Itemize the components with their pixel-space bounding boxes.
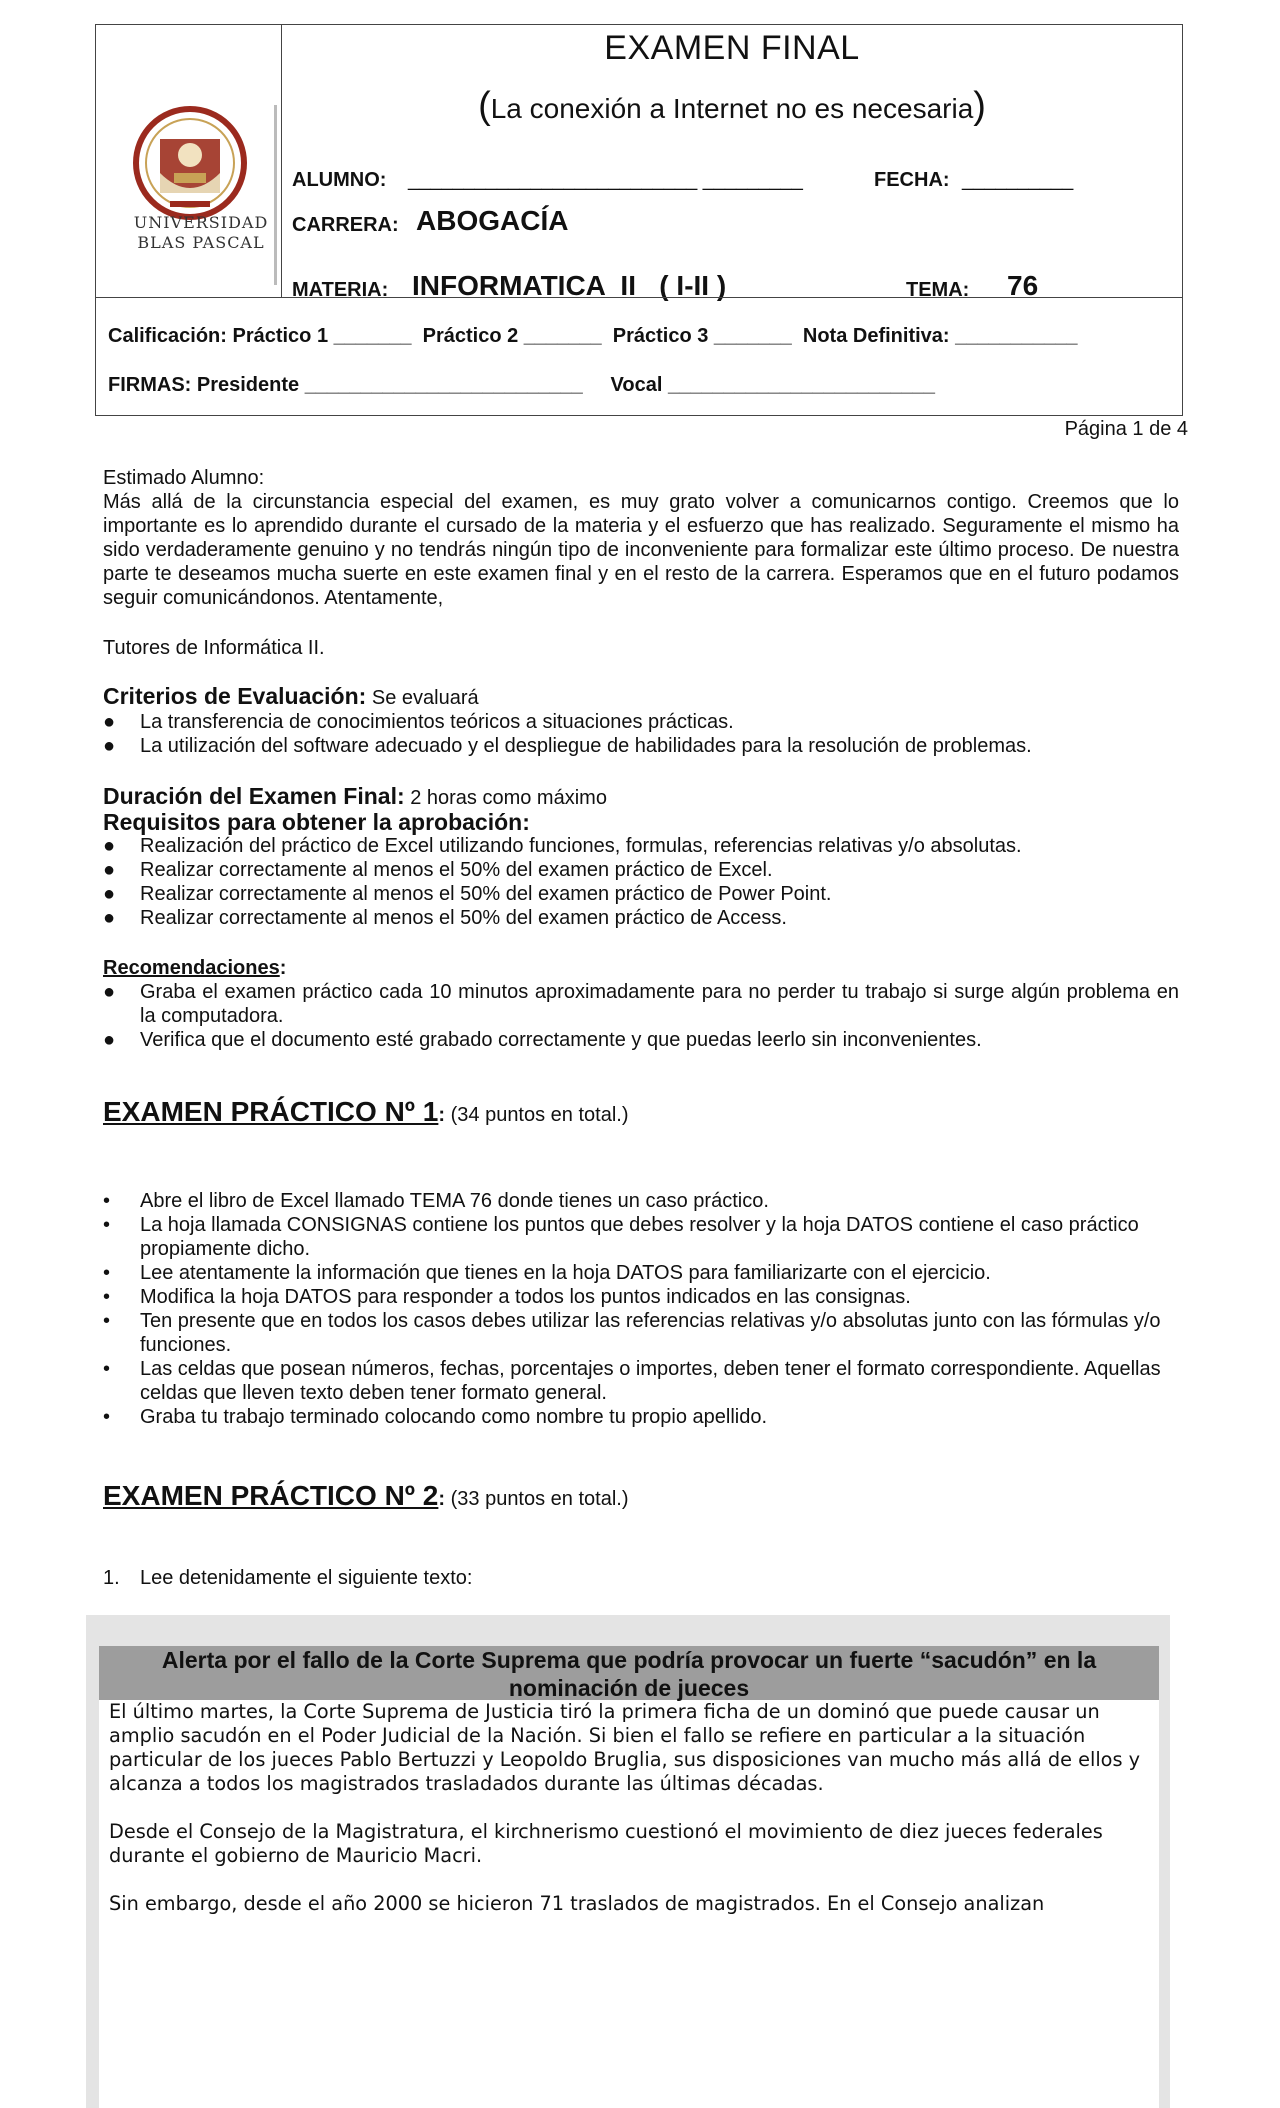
- list-item: ● Realización del práctico de Excel utilizando funciones, formulas, referencias relativas y/o absolutas.: [103, 835, 1022, 857]
- criterios-title: Criterios de Evaluación:: [103, 683, 367, 709]
- list-item: • Modifica la hoja DATOS para responder a todos los puntos indicados en las consignas.: [103, 1286, 911, 1308]
- article-box: [99, 1646, 1159, 2108]
- list-item: • Las celdas que posean números, fechas, porcentajes o importes, deben tener el formato correspondiente. Aquellas celdas que lleven texto deben tener formato general.: [103, 1358, 1161, 1404]
- article-frame: [86, 1615, 1170, 2108]
- header-divider: [96, 297, 1182, 298]
- bullet-icon: ●: [103, 859, 116, 881]
- bullet-icon: •: [103, 1286, 111, 1308]
- duracion-section: [103, 784, 1179, 930]
- list-item: 1. Lee detenidamente el siguiente texto:: [103, 1567, 473, 1589]
- step-number: 1.: [103, 1567, 120, 1589]
- article-headline: Alerta por el fallo de la Corte Suprema que podría provocar un fuerte “sacudón” en la nominación de jueces: [99, 1646, 1159, 1700]
- university-seal-icon: [130, 103, 250, 223]
- calificacion-line: Calificación: Práctico 1 _______ Práctico 2 _______ Práctico 3 _______ Nota Definitiva: ___________: [108, 325, 1078, 347]
- list-item: ● Realizar correctamente al menos el 50% del examen práctico de Excel.: [103, 859, 773, 881]
- practico1-points: (34 puntos en total.): [445, 1104, 629, 1126]
- practico1-heading: EXAMEN PRÁCTICO Nº 1: (34 puntos en total.): [103, 1096, 629, 1127]
- recomendaciones-list: [103, 980, 1179, 1052]
- article-paragraph: El último martes, la Corte Suprema de Justicia tiró la primera ficha de un dominó que puede causar un amplio sacudón en el Poder Judicial de la Nación. Si bien el fallo se refiere en particular a la situación particular de los jueces Pablo Bertuzzi y Leopoldo Bruglia, sus disposiciones van mucho más allá de ellos y alcanza a todos los magistrados trasladados durante las últimas décadas.: [109, 1700, 1141, 1795]
- subtitle-text: La conexión a Internet no es necesaria: [490, 93, 974, 124]
- exam-header-box: [95, 24, 1183, 416]
- alumno-field[interactable]: __________________________ _________: [408, 169, 803, 191]
- article-body: [99, 1700, 1159, 1916]
- materia-label: MATERIA:: [292, 279, 389, 301]
- list-item: • Ten presente que en todos los casos debes utilizar las referencias relativas y/o absolutas junto con las fórmulas y/o funciones.: [103, 1310, 1161, 1356]
- list-item: ● La transferencia de conocimientos teóricos a situaciones prácticas.: [103, 711, 734, 733]
- intro-signature: Tutores de Informática II.: [103, 637, 325, 659]
- intro-section: [103, 466, 1179, 610]
- carrera-label: CARRERA:: [292, 214, 399, 236]
- subtitle-paren-open: (: [478, 85, 491, 127]
- criterios-list: [103, 710, 1179, 758]
- subtitle-paren-close: ): [973, 85, 986, 127]
- list-item: • Graba tu trabajo terminado colocando como nombre tu propio apellido.: [103, 1406, 768, 1428]
- bullet-icon: •: [103, 1310, 111, 1332]
- list-item: ● Realizar correctamente al menos el 50% del examen práctico de Access.: [103, 907, 787, 929]
- list-item: • La hoja llamada CONSIGNAS contiene los puntos que debes resolver y la hoja DATOS contiene el caso práctico propiamente dicho.: [103, 1214, 1139, 1260]
- exam-subtitle: [282, 85, 1182, 128]
- bullet-icon: •: [103, 1406, 111, 1428]
- practico2-heading: EXAMEN PRÁCTICO Nº 2: (33 puntos en total.): [103, 1480, 629, 1511]
- exam-title: EXAMEN FINAL: [604, 29, 860, 67]
- article-paragraph: Sin embargo, desde el año 2000 se hicieron 71 traslados de magistrados. En el Consejo analizan: [109, 1892, 1045, 1915]
- recomendaciones-title: Recomendaciones: [103, 957, 280, 979]
- bullet-icon: •: [103, 1214, 111, 1236]
- requisitos-title: Requisitos para obtener la aprobación:: [103, 809, 530, 835]
- article-paragraph: Desde el Consejo de la Magistratura, el kirchnerismo cuestionó el movimiento de diez jueces federales durante el gobierno de Mauricio Macri.: [109, 1820, 1103, 1867]
- firmas-line: FIRMAS: Presidente _________________________ Vocal ________________________: [108, 374, 935, 396]
- university-logo-cell: [96, 25, 282, 297]
- duracion-value: 2 horas como máximo: [404, 787, 607, 809]
- bullet-icon: ●: [103, 835, 116, 857]
- practico1-list: [103, 1189, 1179, 1429]
- fecha-label: FECHA:: [874, 169, 950, 191]
- tema-value: 76: [1007, 270, 1039, 301]
- duracion-title: Duración del Examen Final:: [103, 783, 405, 809]
- bullet-icon: ●: [103, 883, 116, 905]
- bullet-icon: ●: [103, 1029, 116, 1051]
- logo-divider: [274, 105, 277, 285]
- criterios-section: [103, 684, 1179, 758]
- intro-greeting: Estimado Alumno:: [103, 467, 265, 489]
- practico1-title: EXAMEN PRÁCTICO Nº 1: [103, 1096, 439, 1127]
- tema-label: TEMA:: [906, 279, 970, 301]
- bullet-icon: ●: [103, 907, 116, 929]
- criterios-title-tail: Se evaluará: [366, 687, 479, 709]
- bullet-icon: •: [103, 1358, 111, 1380]
- bullet-icon: ●: [103, 735, 116, 757]
- practico1-section: [103, 1189, 1179, 1429]
- list-item: • Lee atentamente la información que tienes en la hoja DATOS para familiarizarte con el ejercicio.: [103, 1262, 991, 1284]
- university-name: UNIVERSIDAD BLAS PASCAL: [133, 213, 269, 252]
- materia-value: INFORMATICA II ( I-II ): [412, 270, 727, 301]
- bullet-icon: •: [103, 1190, 111, 1212]
- bullet-icon: ●: [103, 711, 116, 733]
- list-item: ● Graba el examen práctico cada 10 minutos aproximadamente para no perder tu trabajo si surge algún problema en la computadora.: [103, 981, 1179, 1027]
- recomendaciones-section: Recomendaciones: ● Graba el examen práctico cada 10 minutos aproximadamente para no perder tu trabajo si surge algún problema en la computadora. ● Verifica que el documento esté grabado correctamente y que puedas leerlo sin inconvenientes.: [103, 957, 1179, 1051]
- bullet-icon: •: [103, 1262, 111, 1284]
- list-item: ● La utilización del software adecuado y el despliegue de habilidades para la resolución de problemas.: [103, 735, 1032, 757]
- alumno-label: ALUMNO:: [292, 169, 387, 191]
- fecha-field[interactable]: __________: [962, 169, 1074, 191]
- practico2-points: (33 puntos en total.): [445, 1488, 629, 1510]
- list-item: • Abre el libro de Excel llamado TEMA 76 donde tienes un caso práctico.: [103, 1190, 769, 1212]
- requisitos-list: [103, 834, 1179, 930]
- carrera-value: ABOGACÍA: [416, 205, 569, 236]
- list-item: ● Verifica que el documento esté grabado correctamente y que puedas leerlo sin inconvenientes.: [103, 1029, 982, 1051]
- practico2-step: [103, 1566, 1179, 1590]
- page-number: Página 1 de 4: [1064, 418, 1188, 440]
- intro-paragraph: Más allá de la circunstancia especial del examen, es muy grato volver a comunicarnos contigo. Creemos que lo importante es lo aprendido durante el cursado de la materia y el esfuerzo que has realizado. Seguramente el mismo ha sido verdaderamente genuino y no tendrás ningún tipo de inconveniente para formalizar este último proceso. De nuestra parte te deseamos mucha suerte en este examen final y en el resto de la carrera. Esperamos que en el futuro podamos seguir comunicándonos. Atentamente,: [103, 491, 1179, 609]
- bullet-icon: ●: [103, 981, 116, 1003]
- list-item: ● Realizar correctamente al menos el 50% del examen práctico de Power Point.: [103, 883, 832, 905]
- practico2-title: EXAMEN PRÁCTICO Nº 2: [103, 1480, 439, 1511]
- exam-header-main: [282, 25, 1182, 301]
